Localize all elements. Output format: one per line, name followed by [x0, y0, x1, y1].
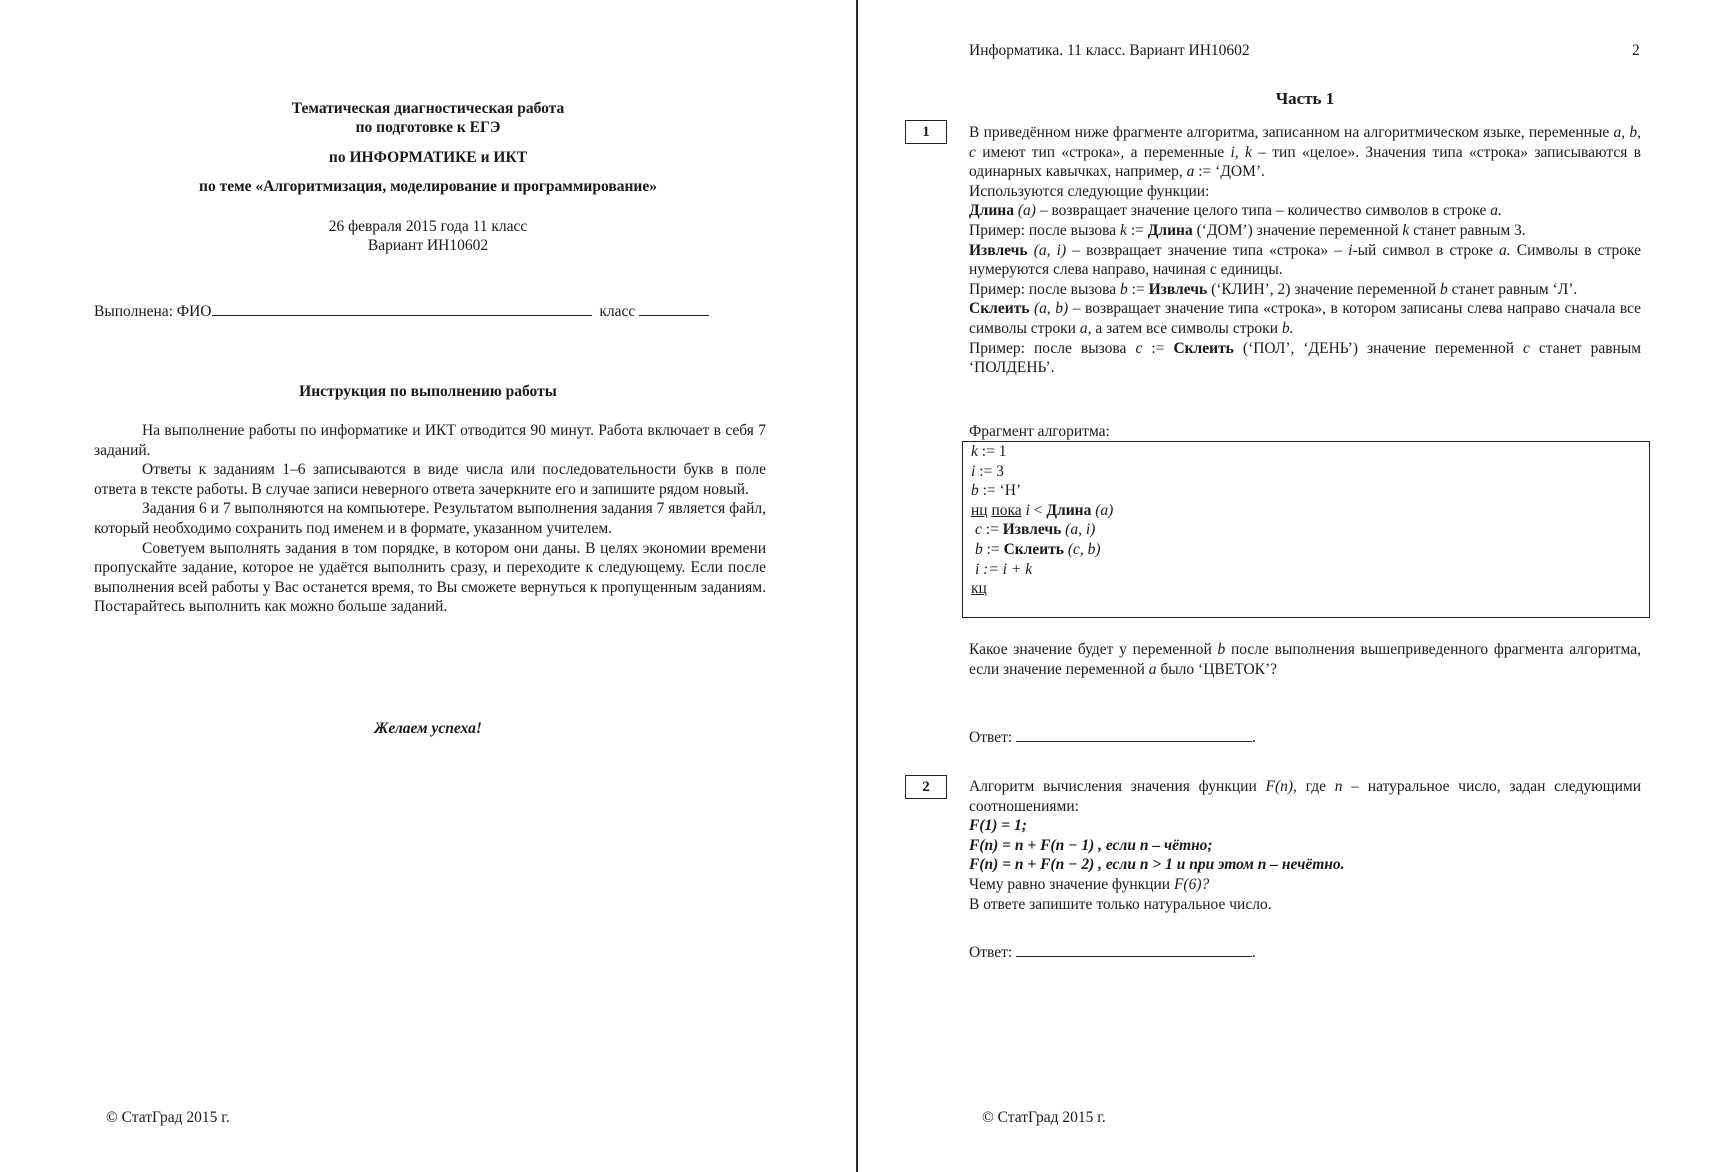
task-1-number: 1 — [905, 120, 947, 144]
example-length: Пример: после вызова k := Длина (‘ДОМ’) значение переменной k станет равным 3. — [969, 221, 1526, 239]
class-field[interactable] — [639, 301, 709, 316]
instruction-para-1: На выполнение работы по информатике и ИКТ отводится 90 минут. Работа включает в себя 7 заданий. — [94, 422, 766, 459]
subject-line: по ИНФОРМАТИКЕ и ИКТ — [328, 149, 528, 166]
formula-3: F(n) = n + F(n − 2) , если n > 1 и при этом n – нечётно. — [969, 856, 1345, 874]
instructions-heading: Инструкция по выполнению работы — [299, 383, 557, 400]
formula-2: F(n) = n + F(n − 1) , если n – чётно; — [969, 836, 1213, 854]
title-line-1: Тематическая диагностическая работа — [291, 100, 565, 117]
class-label: класс — [599, 303, 636, 320]
wish-text: Желаем успеха! — [374, 720, 482, 737]
date-line: 26 февраля 2015 года 11 класс — [328, 218, 528, 235]
function-extract: Извлечь (a, i) – возвращает значение типа «строка» – i-ый символ в строке a. Символы в строке нумеруются слева направо, начиная с единицы. — [969, 241, 1642, 279]
fio-label: Выполнена: ФИО — [94, 303, 212, 320]
fragment-label: Фрагмент алгоритма: — [969, 423, 1110, 440]
task-1-text — [969, 123, 1641, 378]
fio-row — [94, 301, 734, 322]
task-2-note: В ответе запишите только натуральное число. — [969, 895, 1272, 913]
instruction-para-2: Ответы к заданиям 1–6 записываются в виде числа или последовательности букв в поле ответа в тексте работы. В случае записи неверного ответа зачеркните его и запишите рядом новый. — [94, 461, 766, 498]
title-line-2: по подготовке к ЕГЭ — [355, 119, 501, 136]
right-footer: © СтатГрад 2015 г. — [982, 1109, 1106, 1126]
algo-line-6: b := Склеить (c, b) — [975, 540, 1101, 558]
formula-1: F(1) = 1; — [969, 817, 1027, 835]
page-divider — [856, 0, 858, 1172]
algorithm-box — [962, 441, 1650, 618]
task-2-answer-label: Ответ: — [969, 944, 1013, 961]
task-2-text — [969, 777, 1641, 914]
task-2-number: 2 — [905, 775, 947, 799]
instruction-para-4: Советуем выполнять задания в том порядке, в котором они даны. В целях экономии времени пропускайте задание, которое не удаётся выполнить сразу, и переходите к следующему. Если после выполнения всей работы у Вас останется время, то Вы сможете вернуться к пропущенным заданиям. Постарайтесь выполнить как можно больше заданий. — [94, 539, 766, 616]
task-2-intro: Алгоритм вычисления значения функции F(n), где n – натуральное число, задан следующими соотношениями: — [969, 778, 1642, 815]
task-1-answer-field[interactable] — [1016, 727, 1252, 742]
algo-line-3: b := ‘Н’ — [971, 482, 1022, 500]
header-title: Информатика. 11 класс. Вариант ИН10602 — [969, 42, 1250, 59]
function-concat: Склеить (a, b) – возвращает значение типа «строка», в котором записаны слева направо сначала все символы строки a, а затем все символы строки b. — [969, 300, 1642, 337]
task-2-answer-row: Ответ: . — [969, 944, 1256, 961]
algo-line-1: k := 1 — [971, 443, 1007, 460]
variant-line: Вариант ИН10602 — [367, 237, 489, 254]
algo-line-4: нц пока i < Длина (a) — [971, 501, 1114, 519]
task-2-question: Чему равно значение функции F(6)? — [969, 875, 1210, 893]
fio-field[interactable] — [212, 301, 592, 316]
example-extract: Пример: после вызова b := Извлечь (‘КЛИН’, 2) значение переменной b станет равным ‘Л’. — [969, 280, 1578, 298]
task-1-answer-row: Ответ: . — [969, 729, 1256, 746]
algo-line-2: i := 3 — [971, 462, 1004, 480]
part-title: Часть 1 — [1275, 89, 1335, 108]
algo-line-5: c := Извлечь (a, i) — [975, 521, 1096, 539]
instruction-para-3: Задания 6 и 7 выполняются на компьютере. Результатом выполнения задания 7 является файл, который необходимо сохранить под именем и в формате, указанном учителем. — [94, 500, 766, 537]
left-footer: © СтатГрад 2015 г. — [106, 1109, 230, 1126]
page-number: 2 — [1632, 42, 1640, 59]
function-length: Длина (a) – возвращает значение целого типа – количество символов в строке a. — [969, 202, 1502, 220]
algo-line-8: кц — [971, 580, 987, 598]
functions-intro: Используются следующие функции: — [969, 182, 1210, 200]
topic-line: по теме «Алгоритмизация, моделирование и программирование» — [199, 178, 657, 195]
task-1-question: Какое значение будет у переменной b после выполнения вышеприведенного фрагмента алгоритма, если значение переменной a было ‘ЦВЕТОК’? — [969, 641, 1642, 678]
algo-line-7: i := i + k — [975, 560, 1033, 578]
task-1-intro: В приведённом ниже фрагменте алгоритма, записанном на алгоритмическом языке, переменные a, b, c имеют тип «строка», а переменные i, k – тип «целое». Значения типа «строка» записываются в одинарных кавычках, например, a := ‘ДОМ’. — [969, 124, 1641, 181]
task-1-answer-label: Ответ: — [969, 729, 1013, 746]
example-concat: Пример: после вызова c := Склеить (‘ПОЛ’, ‘ДЕНЬ’) значение переменной c станет равным ‘ПОЛДЕНЬ’. — [969, 339, 1642, 377]
task-2-answer-field[interactable] — [1016, 942, 1252, 957]
